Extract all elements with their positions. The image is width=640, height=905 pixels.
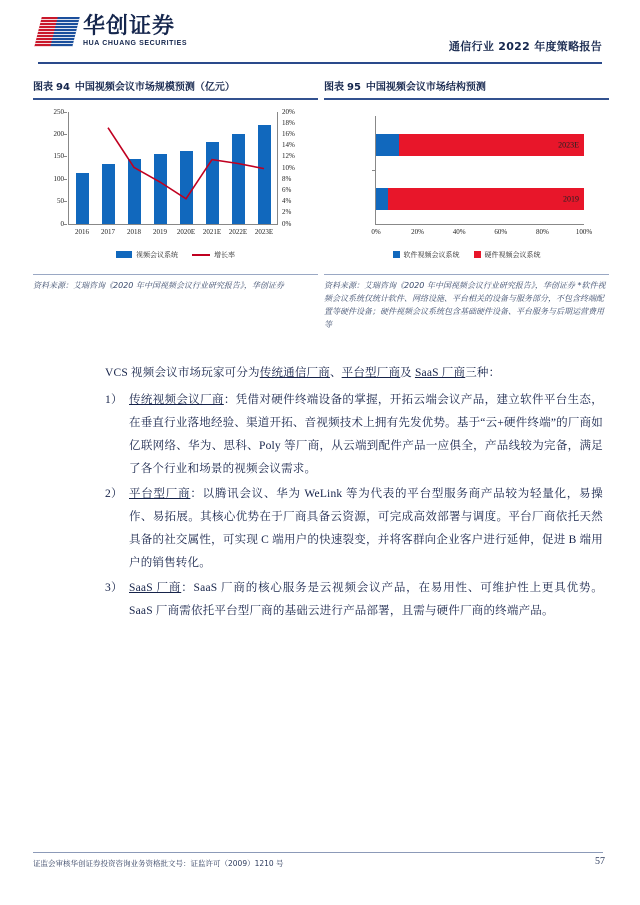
legend-item-hardware [474, 250, 541, 260]
y2-tick: 10% [282, 163, 295, 172]
stacked-bar-row [376, 134, 584, 156]
list-item-term: 平台型厂商 [129, 488, 191, 500]
y-tick: 0 [60, 219, 64, 228]
list-item-text: 平台型厂商：以腾讯会议、华为 WeLink 等为代表的平台型服务商产品较为轻量化，易操作、易拓展。其核心优势在于厂商具备云资源，可完成高效部署与调度。平台厂商依托天然具备的社交属性，可实现 C 端用户的快速裂变，并将客群向企业客户进行延伸，促进 B 端用户的销售转化。 [129, 488, 604, 569]
list-item-text: 传统视频会议厂商：凭借对硬件终端设备的掌握，开拓云端会议产品，建立软件平台生态，在垂直行业落地经验、渠道开拓、音视频技术上拥有先发优势。基于“云+硬件终端”的厂商如亿联网络、华为、思科、Poly 等厂商，从云端到配件产品一应俱全，产品线较为完备，满足了各个行业和场景的视频会议需求。 [129, 394, 603, 475]
company-logo [38, 16, 187, 47]
legend-label: 硬件视频会议系统 [484, 250, 541, 259]
chart1-left-axis [35, 107, 67, 228]
figure-94-label: 图表 [33, 82, 53, 93]
segment-hardware [399, 134, 584, 156]
figure-95-rule [324, 98, 609, 100]
x-tick-label: 2022E [228, 227, 248, 236]
x-tick-label: 2018 [127, 227, 141, 236]
y2-tick: 8% [282, 174, 292, 183]
legend-item-software [393, 250, 460, 260]
y-tick-label: 2019 [563, 194, 579, 203]
footer-divider [33, 852, 603, 853]
combo-chart [33, 104, 318, 274]
x-tick-label: 2020E [176, 227, 196, 236]
figure-94-source: 资料来源：艾瑞咨询《2020 年中国视频会议行业研究报告》，华创证券 [33, 274, 318, 292]
list-item-term: SaaS 厂商 [129, 582, 182, 594]
x-tick-label: 2023E [254, 227, 274, 236]
list-item-text: SaaS 厂商：SaaS 厂商的核心服务是云视频会议产品，在易用性、可维护性上更具优势。SaaS 厂商需依托平台型厂商的基础云进行产品部署，且需与硬件厂商的终端产品。 [129, 582, 603, 617]
figure-95-source: 资料来源：艾瑞咨询《2020 年中国视频会议行业研究报告》，华创证券 *软件视频会议系统仅统计软件、网络设施、平台相关的设备与服务部分，不包含终端配置等硬件设备；硬件视频会议系统包含基础硬件设备、平台服务与后期运营费用等 [324, 274, 609, 332]
chart2-legend [324, 250, 609, 260]
figure-95-label: 图表 [324, 82, 344, 93]
y2-tick: 14% [282, 141, 295, 150]
header-divider [38, 62, 602, 64]
footer-note: 证监会审核华创证券投资咨询业务资格批文号：证监许可（2009）1210 号 [33, 859, 284, 868]
segment-hardware [388, 188, 584, 210]
list-item [105, 483, 603, 575]
y2-tick: 0% [282, 219, 292, 228]
growth-rate-line [69, 112, 277, 224]
segment-software [376, 134, 399, 156]
legend-line-icon [192, 254, 210, 256]
page-header [0, 0, 640, 66]
legend-label: 视频会议系统 [136, 250, 178, 259]
numbered-list [33, 389, 603, 623]
figure-95-caption [324, 78, 609, 98]
legend-label: 软件视频会议系统 [403, 250, 460, 259]
y2-tick: 18% [282, 118, 295, 127]
page-number: 57 [595, 856, 605, 867]
figure-94-rule [33, 98, 318, 100]
y-tick: 50 [57, 197, 64, 206]
y2-tick: 6% [282, 185, 292, 194]
emphasis-term: 平台型厂商 [341, 367, 401, 379]
x-tick-label: 60% [494, 227, 508, 236]
x-tick-label: 40% [452, 227, 466, 236]
y2-tick: 12% [282, 152, 295, 161]
y-tick: 150 [53, 152, 64, 161]
figure-95 [324, 78, 609, 331]
legend-swatch-icon [116, 251, 132, 258]
y2-tick: 2% [282, 208, 292, 217]
legend-label: 增长率 [214, 250, 235, 259]
chart1-x-labels [69, 228, 277, 240]
x-tick-label: 20% [411, 227, 425, 236]
x-tick-label: 80% [535, 227, 549, 236]
x-tick-label: 2016 [75, 227, 89, 236]
figure-94-title: 中国视频会议市场规模预测（亿元） [74, 82, 235, 93]
list-item-number: 2） [105, 488, 123, 500]
figure-94-body [33, 104, 318, 274]
list-item [105, 577, 603, 623]
logo-mark-icon [34, 17, 79, 47]
logo-text-cn: 华创证券 [83, 14, 176, 39]
chart2-plot-area [376, 116, 584, 224]
y2-tick: 4% [282, 197, 292, 206]
list-item-term: 传统视频会议厂商 [129, 394, 224, 406]
lead-paragraph: VCS 视频会议市场玩家可分为传统通信厂商、平台型厂商及 SaaS 厂商三种： [105, 367, 501, 379]
y2-tick: 16% [282, 129, 295, 138]
chart1-right-axis [279, 107, 313, 228]
stacked-bar-row [376, 188, 584, 210]
x-tick-label: 2017 [101, 227, 115, 236]
legend-swatch-icon [474, 251, 481, 258]
figure-95-title: 中国视频会议市场结构预测 [365, 82, 486, 93]
list-item [105, 389, 603, 481]
stacked-bar-chart [324, 104, 609, 274]
figure-94-caption [33, 78, 318, 98]
segment-software [376, 188, 388, 210]
emphasis-term: SaaS 厂商 [414, 367, 466, 379]
legend-item-bar [116, 250, 178, 260]
x-tick-label: 2021E [202, 227, 222, 236]
figure-95-body [324, 104, 609, 274]
x-tick-label: 2019 [153, 227, 167, 236]
emphasis-term: 传统通信厂商 [259, 367, 330, 379]
y-tick-label: 2023E [558, 140, 579, 149]
legend-swatch-icon [393, 251, 400, 258]
body-content [33, 362, 603, 625]
y-tick: 250 [53, 107, 64, 116]
y2-tick: 20% [282, 107, 295, 116]
y-tick: 100 [53, 174, 64, 183]
logo-text-en: HUA CHUANG SECURITIES [83, 40, 188, 47]
figure-94 [33, 78, 318, 292]
list-item-number: 3） [105, 582, 123, 594]
chart1-plot-area [69, 112, 277, 224]
report-title: 通信行业 2022 年度策略报告 [448, 40, 602, 53]
x-tick-label: 0% [371, 227, 381, 236]
legend-item-line [192, 250, 235, 260]
figure-95-number: 95 [347, 82, 361, 93]
x-tick-label: 100% [575, 227, 593, 236]
list-item-number: 1） [105, 394, 123, 406]
chart1-legend [33, 250, 318, 260]
chart2-x-labels [371, 227, 593, 240]
figure-94-number: 94 [56, 82, 70, 93]
y-tick: 200 [53, 129, 64, 138]
